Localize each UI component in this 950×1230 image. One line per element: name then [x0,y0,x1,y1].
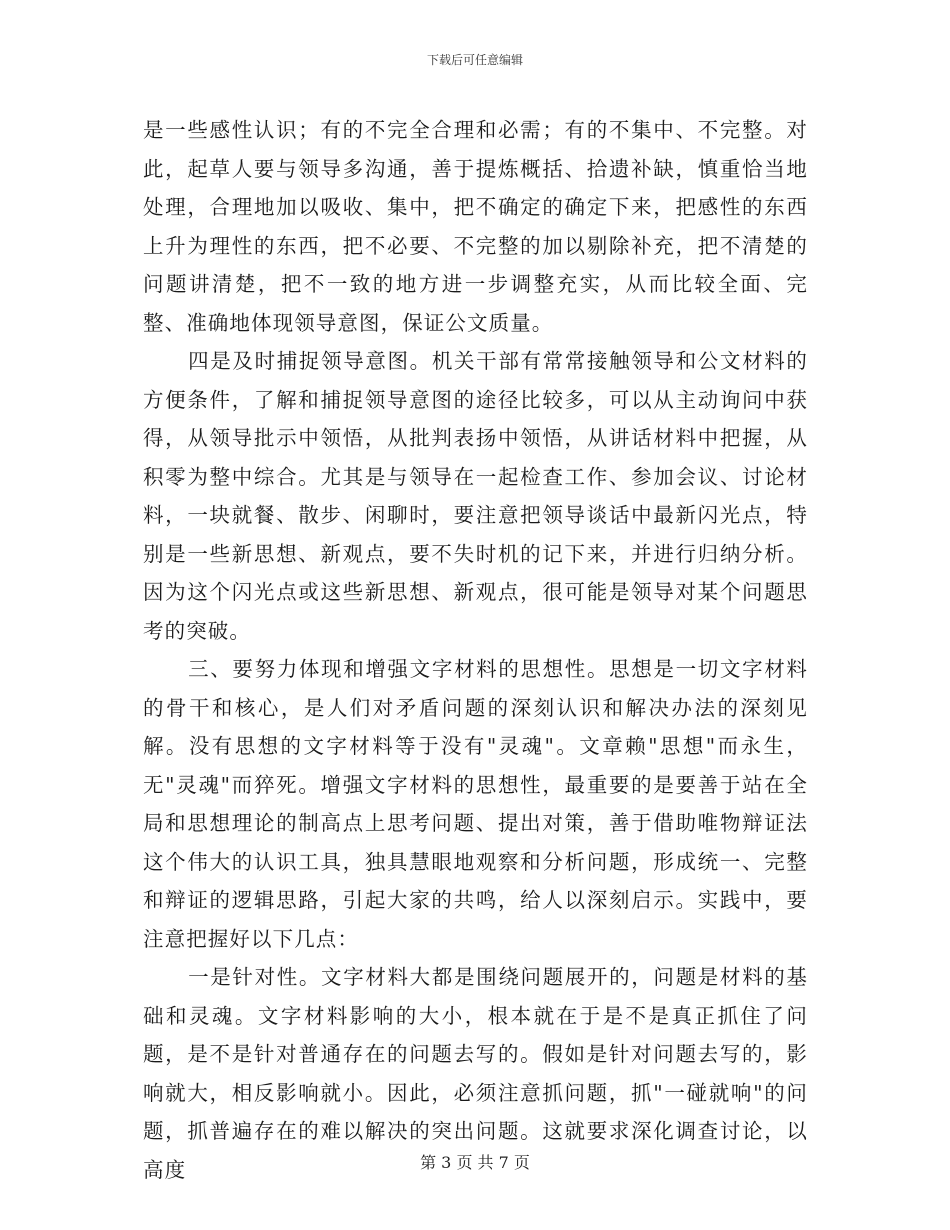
document-body [143,111,808,1189]
paragraph-2: 四是及时捕捉领导意图。机关干部有常常接触领导和公文材料的方便条件，了解和捕捉领导意图的途径比较多，可以从主动询问中获得，从领导批示中领悟，从批判表扬中领悟，从讲话材料中把握，从积零为整中综合。尤其是与领导在一起检查工作、参加会议、讨论材料，一块就餐、散步、闲聊时，要注意把领导谈话中最新闪光点，特别是一些新思想、新观点，要不失时机的记下来，并进行归纳分析。因为这个闪光点或这些新思想、新观点，很可能是领导对某个问题思考的突破。 [143,349,808,643]
paragraph-1: 是一些感性认识；有的不完全合理和必需；有的不集中、不完整。对此，起草人要与领导多沟通，善于提炼概括、拾遗补缺，慎重恰当地处理，合理地加以吸收、集中，把不确定的确定下来，把感性的东西上升为理性的东西，把不必要、不完整的加以剔除补充，把不清楚的问题讲清楚，把不一致的地方进一步调整充实，从而比较全面、完整、准确地体现领导意图，保证公文质量。 [143,118,808,335]
page-number-footer: 第 3 页 共 7 页 [420,1153,530,1172]
page-header: 下载后可任意编辑 [426,53,523,67]
paragraph-3: 三、要努力体现和增强文字材料的思想性。思想是一切文字材料的骨干和核心，是人们对矛盾问题的深刻认识和解决办法的深刻见解。没有思想的文字材料等于没有"灵魂"。文章赖"思想"而永生，无"灵魂"而猝死。增强文字材料的思想性，最重要的是要善于站在全局和思想理论的制高点上思考问题、提出对策，善于借助唯物辩证法这个伟大的认识工具，独具慧眼地观察和分析问题，形成统一、完整和辩证的逻辑思路，引起大家的共鸣，给人以深刻启示。实践中，要注意把握好以下几点： [143,657,808,951]
paragraph-4: 一是针对性。文字材料大都是围绕问题展开的，问题是材料的基础和灵魂。文字材料影响的大小，根本就在于是不是真正抓住了问题，是不是针对普通存在的问题去写的。假如是针对问题去写的，影响就大，相反影响就小。因此，必须注意抓问题，抓"一碰就响"的问题，抓普遍存在的难以解决的突出问题。这就要求深化调查讨论，以高度 [143,965,808,1182]
